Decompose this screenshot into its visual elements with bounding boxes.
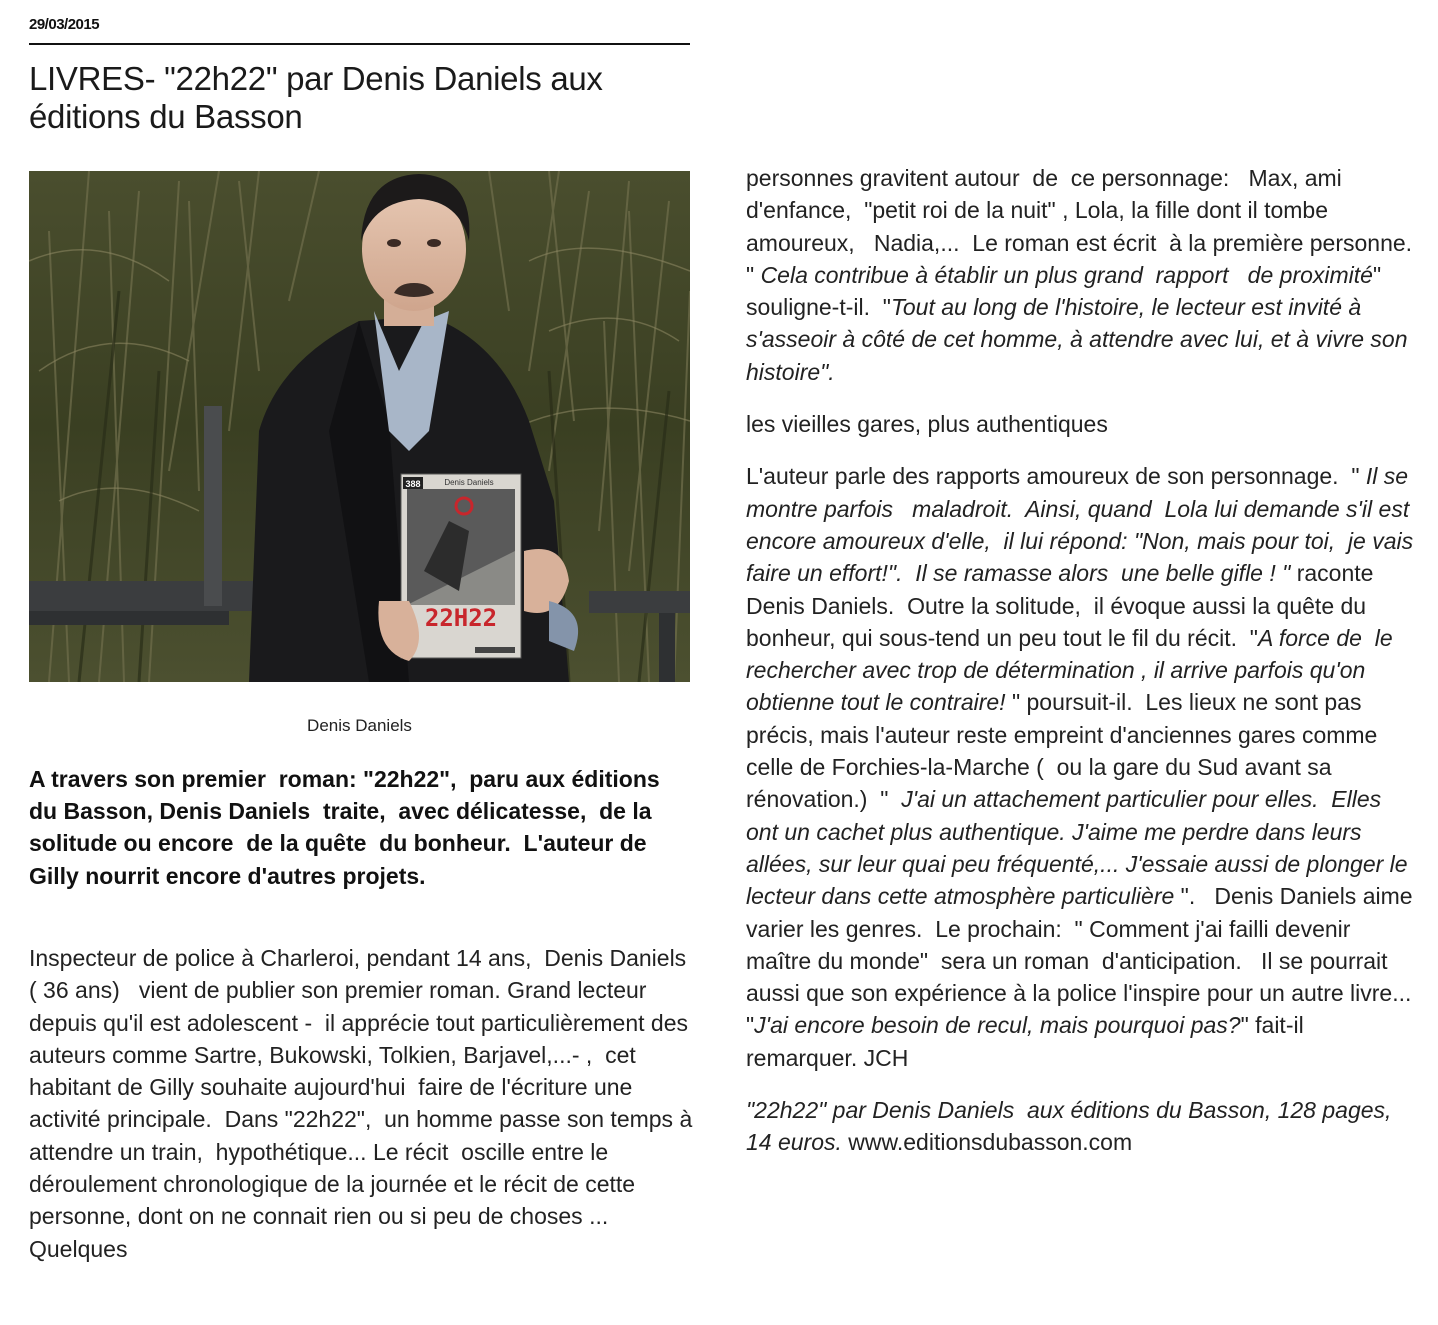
svg-text:Denis Daniels: Denis Daniels bbox=[444, 478, 494, 487]
header-rule bbox=[29, 43, 690, 45]
body-left-column: Inspecteur de police à Charleroi, pendant 14 ans, Denis Daniels ( 36 ans) vient de publier son premier roman. Grand lecteur depuis qu'il est adolescent - il apprécie tout particulièrement des auteurs comme Sartre, Bukowski, Tolkien, Barjavel,...- , cet habitant de Gilly souhaite aujourd'hui faire de l'écriture une activité principale. Dans "22h22", un homme passe son temps à attendre un train, hypothétique... Le récit oscille entre le déroulement chronologique de la journée et le récit de cette personne, dont on ne connait rien ou si peu de choses ... Quelques bbox=[29, 945, 699, 1262]
article-title: LIVRES- "22h22" par Denis Daniels aux éditions du Basson bbox=[29, 60, 603, 135]
article-lead: A travers son premier roman: "22h22", paru aux éditions du Basson, Denis Daniels traite, avec délicatesse, de la solitude ou encore de la quête du bonheur. L'auteur de Gilly nourrit encore d'autres projets. bbox=[29, 766, 673, 889]
book-credit: "22h22" par Denis Daniels aux éditions du Basson, 128 pages, 14 euros. www.editionsdubasson.com bbox=[746, 1097, 1398, 1156]
book-cover bbox=[401, 474, 521, 658]
svg-text:22H22: 22H22 bbox=[424, 604, 498, 632]
paragraph-1: personnes gravitent autour de ce personnage: Max, ami d'enfance, "petit roi de la nuit" , Lola, la fille dont il tombe amoureux, Nadia,... Le roman est écrit à la première personne. " Cela contribue à établir un plus grand rapport de proximité" souligne-t-il. "Tout au long de l'histoire, le lecteur est invité à s'asseoir à côté de cet homme, à attendre avec lui, et à vivre son histoire". bbox=[746, 165, 1419, 385]
svg-text:388: 388 bbox=[405, 479, 421, 489]
photo-caption: Denis Daniels bbox=[307, 716, 412, 735]
author-photo bbox=[29, 171, 690, 682]
body-right-column bbox=[746, 162, 1420, 1179]
publisher-link[interactable]: www.editionsdubasson.com bbox=[848, 1129, 1133, 1156]
article-date: 29/03/2015 bbox=[29, 16, 100, 33]
subheading: les vieilles gares, plus authentiques bbox=[746, 411, 1108, 438]
paragraph-2: L'auteur parle des rapports amoureux de son personnage. " Il se montre parfois maladroit. Ainsi, quand Lola lui demande s'il est encore amoureux d'elle, il lui répond: "Non, mais pour toi, je vais faire un effort!". Il se ramasse alors une belle gifle ! " raconte Denis Daniels. Outre la solitude, il évoque aussi la quête du bonheur, qui sous-tend un peu tout le fil du récit. "A force de le rechercher avec trop de détermination , il arrive parfois qu'on obtienne tout le contraire! " poursuit-il. Les lieux ne sont pas précis, mais l'auteur reste empreint d'anciennes gares comme celle de Forchies-la-Marche ( ou la gare du Sud avant sa rénovation.) " J'ai un attachement particulier pour elles. Elles ont un cachet plus authentique. J'aime me perdre dans leurs allées, sur leur quai peu fréquenté,... J'essaie aussi de plonger le lecteur dans cette atmosphère particulière ". Denis Daniels aime varier les genres. Le prochain: " Comment j'ai failli devenir maître du monde" sera un roman d'anticipation. Il se pourrait aussi que son expérience à la police l'inspire pour un autre livre... "J'ai encore besoin de recul, mais pourquoi pas?" fait-il remarquer. JCH bbox=[746, 463, 1420, 1071]
